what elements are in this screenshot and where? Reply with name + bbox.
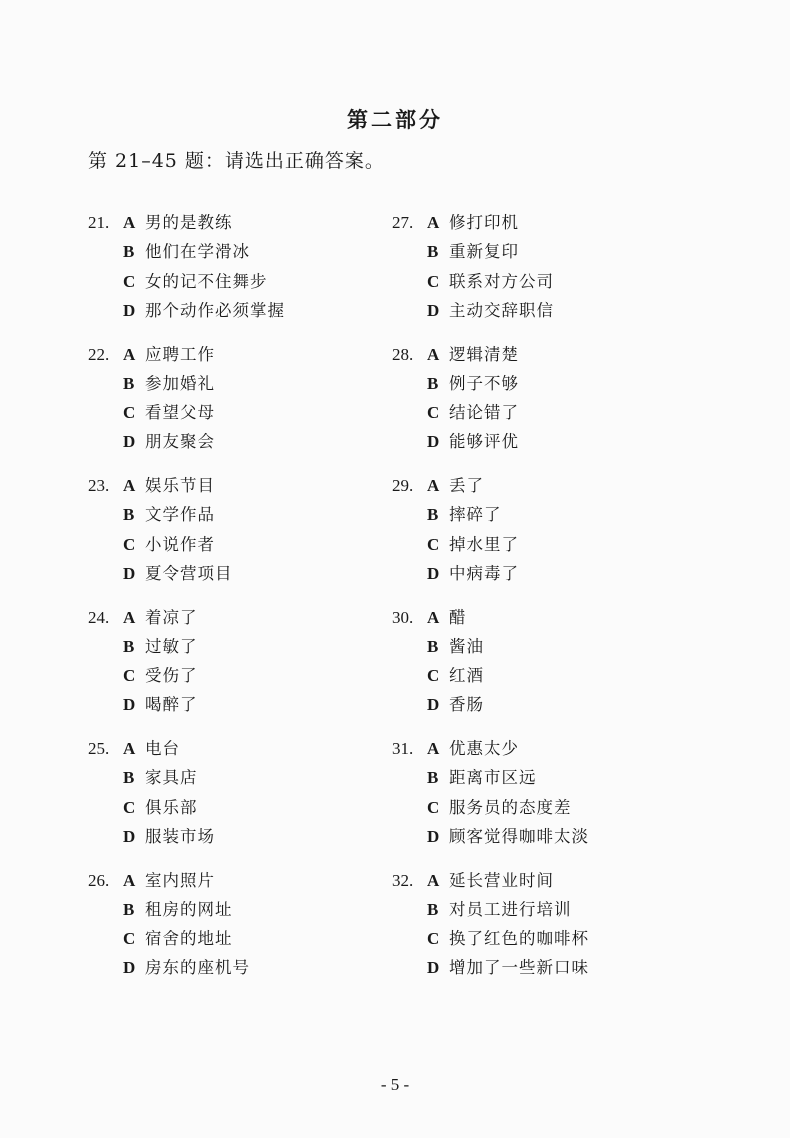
option-text: 例子不够 xyxy=(449,373,519,393)
option-text: 中病毒了 xyxy=(449,563,519,583)
option-letter: A xyxy=(123,870,136,890)
option-letter: A xyxy=(123,607,136,627)
option-letter: C xyxy=(427,271,440,291)
answer-option xyxy=(392,296,589,325)
option-letter: D xyxy=(427,826,440,846)
option-text: 女的记不住舞步 xyxy=(145,271,268,291)
question-item xyxy=(88,734,285,866)
option-letter: D xyxy=(123,695,136,715)
question-number xyxy=(392,559,427,588)
question-number xyxy=(392,763,427,792)
option-text: 看望父母 xyxy=(145,403,215,423)
option-text: 距离市区远 xyxy=(449,768,537,788)
option-text: 朋友聚会 xyxy=(145,432,215,452)
option-text: 男的是教练 xyxy=(145,213,233,232)
option-text: 丢了 xyxy=(449,476,484,495)
option-text: 受伤了 xyxy=(145,666,198,686)
answer-option xyxy=(392,369,589,398)
question-item xyxy=(88,340,285,472)
question-item xyxy=(88,603,285,735)
question-number xyxy=(392,296,427,325)
answer-option xyxy=(88,734,285,763)
answer-option xyxy=(392,208,589,237)
question-number: 21. xyxy=(88,213,110,232)
answer-option xyxy=(392,953,589,982)
answer-option xyxy=(88,924,285,953)
question-number xyxy=(392,530,427,559)
question-number xyxy=(392,690,427,719)
option-letter: A xyxy=(427,739,440,758)
option-text: 摔碎了 xyxy=(449,505,502,525)
answer-option xyxy=(392,398,589,427)
question-item xyxy=(88,471,285,603)
answer-option xyxy=(392,603,589,632)
question-number xyxy=(88,398,123,427)
option-letter: D xyxy=(427,695,440,715)
answer-option xyxy=(88,895,285,924)
question-item xyxy=(392,208,589,340)
answer-option xyxy=(88,237,285,266)
option-text: 结论错了 xyxy=(449,403,519,423)
question-number xyxy=(88,369,123,398)
answer-option xyxy=(88,340,285,369)
question-number xyxy=(88,427,123,456)
question-number xyxy=(392,822,427,851)
option-letter: D xyxy=(427,300,440,320)
option-text: 参加婚礼 xyxy=(145,373,215,393)
option-text: 那个动作必须掌握 xyxy=(145,300,285,320)
question-number xyxy=(392,427,427,456)
option-letter: D xyxy=(123,958,136,978)
option-text: 租房的网址 xyxy=(145,899,233,919)
question-item xyxy=(392,340,589,472)
answer-option xyxy=(392,895,589,924)
option-letter: C xyxy=(123,797,136,817)
option-letter: A xyxy=(123,476,136,495)
question-column-left xyxy=(88,208,285,997)
answer-option xyxy=(392,237,589,266)
question-item xyxy=(88,208,285,340)
question-number xyxy=(88,690,123,719)
option-text: 醋 xyxy=(449,607,467,627)
option-letter: A xyxy=(123,344,136,364)
question-number xyxy=(88,953,123,982)
option-text: 香肠 xyxy=(449,695,484,715)
option-text: 夏令营项目 xyxy=(145,563,233,583)
option-letter: A xyxy=(427,344,440,364)
option-text: 室内照片 xyxy=(145,870,215,890)
option-letter: B xyxy=(427,768,439,788)
option-letter: B xyxy=(427,899,439,919)
option-letter: C xyxy=(123,403,136,423)
answer-option xyxy=(88,793,285,822)
question-number: 29. xyxy=(392,476,414,495)
option-letter: A xyxy=(427,213,440,232)
option-letter: B xyxy=(123,373,135,393)
question-number xyxy=(392,661,427,690)
question-number: 24. xyxy=(88,607,110,627)
question-number xyxy=(88,267,123,296)
answer-option xyxy=(392,866,589,895)
answer-option xyxy=(392,632,589,661)
option-letter: A xyxy=(427,870,440,890)
option-text: 掉水里了 xyxy=(449,534,519,554)
option-text: 文学作品 xyxy=(145,505,215,525)
answer-option xyxy=(88,427,285,456)
option-text: 换了红色的咖啡杯 xyxy=(449,929,589,949)
option-text: 酱油 xyxy=(449,636,484,656)
option-letter: C xyxy=(427,403,440,423)
option-letter: D xyxy=(123,826,136,846)
option-letter: A xyxy=(427,476,440,495)
option-text: 服务员的态度差 xyxy=(449,797,572,817)
question-number: 28. xyxy=(392,344,414,364)
answer-option xyxy=(392,793,589,822)
option-text: 服装市场 xyxy=(145,826,215,846)
answer-option xyxy=(88,661,285,690)
option-letter: A xyxy=(427,607,440,627)
answer-option xyxy=(88,559,285,588)
option-letter: D xyxy=(123,300,136,320)
option-text: 能够评优 xyxy=(449,432,519,452)
option-text: 宿舍的地址 xyxy=(145,929,233,949)
option-text: 小说作者 xyxy=(145,534,215,554)
answer-option xyxy=(88,603,285,632)
option-text: 主动交辞职信 xyxy=(449,300,554,320)
answer-option xyxy=(88,369,285,398)
option-text: 他们在学滑冰 xyxy=(145,242,250,262)
answer-option xyxy=(392,530,589,559)
option-text: 联系对方公司 xyxy=(449,271,554,291)
question-number: 30. xyxy=(392,607,414,627)
option-letter: C xyxy=(427,534,440,554)
option-letter: B xyxy=(427,636,439,656)
answer-option xyxy=(392,661,589,690)
answer-option xyxy=(392,924,589,953)
answer-option xyxy=(392,500,589,529)
answer-option xyxy=(88,208,285,237)
answer-option xyxy=(88,267,285,296)
question-number: 22. xyxy=(88,344,110,364)
question-number xyxy=(88,632,123,661)
answer-option xyxy=(392,822,589,851)
option-letter: B xyxy=(427,242,439,262)
option-text: 红酒 xyxy=(449,666,484,686)
option-text: 对员工进行培训 xyxy=(449,899,572,919)
option-letter: B xyxy=(427,505,439,525)
option-letter: C xyxy=(123,271,136,291)
option-text: 逻辑清楚 xyxy=(449,344,519,364)
answer-option xyxy=(392,471,589,500)
option-text: 电台 xyxy=(145,739,180,758)
option-text: 顾客觉得咖啡太淡 xyxy=(449,826,589,846)
answer-option xyxy=(392,734,589,763)
question-number: 31. xyxy=(392,739,414,758)
option-letter: C xyxy=(427,797,440,817)
question-number: 27. xyxy=(392,213,414,232)
option-text: 俱乐部 xyxy=(145,797,198,817)
option-text: 着凉了 xyxy=(145,607,198,627)
option-letter: A xyxy=(123,739,136,758)
option-text: 重新复印 xyxy=(449,242,519,262)
question-number xyxy=(392,237,427,266)
answer-option xyxy=(88,866,285,895)
option-text: 喝醉了 xyxy=(145,695,198,715)
option-text: 增加了一些新口味 xyxy=(449,958,589,978)
question-column-right xyxy=(392,208,589,997)
question-number xyxy=(88,296,123,325)
answer-option xyxy=(392,267,589,296)
question-number xyxy=(392,369,427,398)
question-item xyxy=(392,734,589,866)
option-letter: D xyxy=(427,958,440,978)
question-item xyxy=(392,471,589,603)
option-letter: D xyxy=(427,432,440,452)
option-text: 娱乐节目 xyxy=(145,476,215,495)
question-item xyxy=(88,866,285,998)
option-letter: B xyxy=(123,768,135,788)
answer-option xyxy=(392,340,589,369)
question-number xyxy=(88,793,123,822)
question-number xyxy=(392,924,427,953)
answer-option xyxy=(88,530,285,559)
question-number xyxy=(88,530,123,559)
question-number xyxy=(88,763,123,792)
answer-option xyxy=(88,296,285,325)
answer-option xyxy=(88,690,285,719)
question-number xyxy=(392,500,427,529)
option-text: 优惠太少 xyxy=(449,739,519,758)
option-letter: B xyxy=(123,505,135,525)
answer-option xyxy=(392,427,589,456)
option-text: 家具店 xyxy=(145,768,198,788)
option-text: 过敏了 xyxy=(145,636,198,656)
instruction: 第 21–45 题：请选出正确答案。 xyxy=(88,150,385,172)
option-letter: D xyxy=(427,563,440,583)
option-letter: C xyxy=(427,666,440,686)
option-letter: D xyxy=(123,563,136,583)
option-letter: B xyxy=(427,373,439,393)
answer-option xyxy=(88,822,285,851)
answer-option xyxy=(392,690,589,719)
answer-option xyxy=(88,500,285,529)
question-number: 25. xyxy=(88,739,110,758)
answer-option xyxy=(88,398,285,427)
question-item xyxy=(392,603,589,735)
question-number: 32. xyxy=(392,870,414,890)
question-number xyxy=(88,924,123,953)
question-number: 26. xyxy=(88,870,110,890)
question-number xyxy=(88,500,123,529)
question-number xyxy=(392,632,427,661)
answer-option xyxy=(88,632,285,661)
question-number xyxy=(392,895,427,924)
option-letter: A xyxy=(123,213,136,232)
answer-option xyxy=(88,763,285,792)
option-text: 修打印机 xyxy=(449,213,519,232)
option-text: 延长营业时间 xyxy=(449,870,554,890)
option-letter: D xyxy=(123,432,136,452)
question-number xyxy=(88,237,123,266)
question-item xyxy=(392,866,589,998)
option-text: 应聘工作 xyxy=(145,344,215,364)
answer-option xyxy=(88,471,285,500)
option-letter: C xyxy=(123,534,136,554)
question-number xyxy=(88,895,123,924)
option-letter: C xyxy=(427,929,440,949)
question-number xyxy=(88,661,123,690)
option-letter: C xyxy=(123,666,136,686)
option-letter: B xyxy=(123,899,135,919)
question-number xyxy=(392,398,427,427)
question-number xyxy=(88,822,123,851)
option-text: 房东的座机号 xyxy=(145,958,250,978)
question-number xyxy=(392,267,427,296)
answer-option xyxy=(392,763,589,792)
question-number xyxy=(392,793,427,822)
option-letter: C xyxy=(123,929,136,949)
question-number xyxy=(88,559,123,588)
answer-option xyxy=(392,559,589,588)
question-number xyxy=(392,953,427,982)
option-letter: B xyxy=(123,242,135,262)
option-letter: B xyxy=(123,636,135,656)
answer-option xyxy=(88,953,285,982)
section-title: 第二部分 xyxy=(347,107,443,132)
page-number: - 5 - xyxy=(380,1075,410,1094)
question-number: 23. xyxy=(88,476,110,495)
